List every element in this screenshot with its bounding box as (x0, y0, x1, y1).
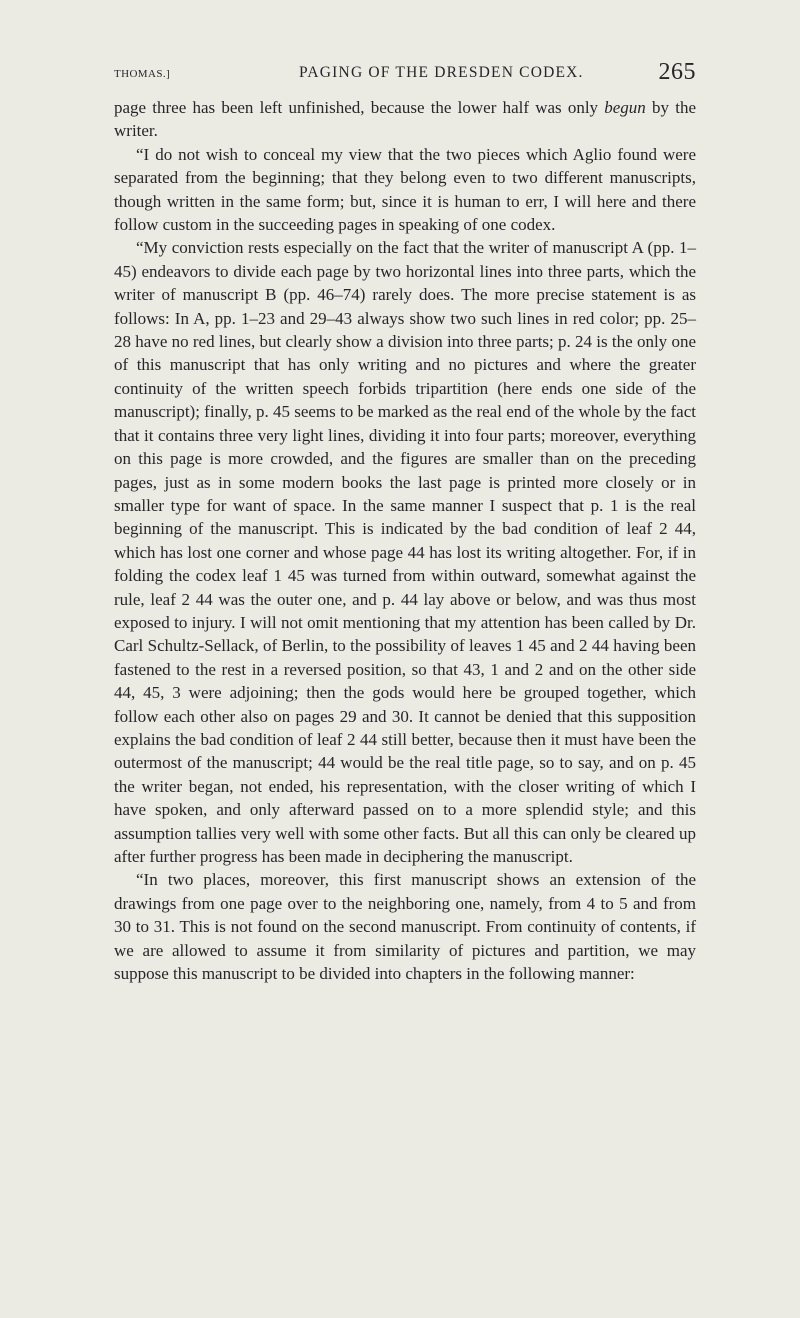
paragraph: “My conviction rests especially on the fact that the writer of manuscript A (pp. 1–45) endeavors to divide each page by two horizontal lines into three parts, which the writer of manuscript B (pp. 46–74) rarely does. The more precise statement is as follows: In A, pp. 1–23 and 29–43 always show two such lines in red color; pp. 25–28 have no red lines, but clearly show a division into three parts; p. 24 is the only one of this manuscript that has only writing and no pictures and where the greater continuity of the written speech forbids tripartition (here ends one side of the manuscript); finally, p. 45 seems to be marked as the real end of the whole by the fact that it contains three very light lines, dividing it into four parts; moreover, everything on this page is more crowded, and the figures are smaller than on the preceding pages, just as in some modern books the last page is printed more closely or in smaller type for want of space. In the same manner I suspect that p. 1 is the real beginning of the manuscript. This is indicated by the bad condition of leaf 2 44, which has lost one corner and whose page 44 has lost its writing altogether. For, if in folding the codex leaf 1 45 was turned from within outward, somewhat against the rule, leaf 2 44 was the outer one, and p. 44 lay above or below, and was thus most exposed to injury. I will not omit mentioning that my attention has been called by Dr. Carl Schultz-Sellack, of Berlin, to the possibility of leaves 1 45 and 2 44 having been fastened to the rest in a reversed position, so that 43, 1 and 2 and on the other side 44, 45, 3 were adjoining; then the gods would here be grouped together, which follow each other also on pages 29 and 30. It cannot be denied that this supposition explains the bad condition of leaf 2 44 still better, because then it must have been the outermost of the manuscript; 44 would be the real title page, so to say, and on p. 45 the writer began, not ended, his representation, with the closer writing of which I have spoken, and only afterward passed on to a more splendid style; and this assumption tallies very well with some other facts. But all this can only be cleared up after further progress has been made in deciphering the manuscript. (114, 238, 696, 866)
paragraph-continuation (114, 96, 696, 143)
page-number: 265 (658, 59, 696, 85)
author-running-head: THOMAS.] (114, 68, 171, 80)
page-header (114, 59, 696, 89)
text-segment: page three has been left unfinished, because the lower half was only (114, 98, 605, 117)
running-title: PAGING OF THE DRESDEN CODEX. (299, 64, 584, 81)
text-segment: by the writer. (114, 98, 696, 141)
italic-word: begun (604, 98, 646, 117)
paragraph: “In two places, moreover, this first manuscript shows an extension of the drawings from one page over to the neighboring one, namely, from 4 to 5 and from 30 to 31. This is not found on the second manuscript. From continuity of contents, if we are allowed to assume it from similarity of pictures and partition, we may suppose this manuscript to be divided into chapters in the following manner: (114, 870, 696, 984)
body-text (114, 96, 696, 985)
paragraph: “I do not wish to conceal my view that the two pieces which Aglio found were separated from the beginning; that they belong even to two different manuscripts, though written in the same form; but, since it is human to err, I will here and there follow custom in the succeeding pages in speaking of one codex. (114, 144, 696, 235)
